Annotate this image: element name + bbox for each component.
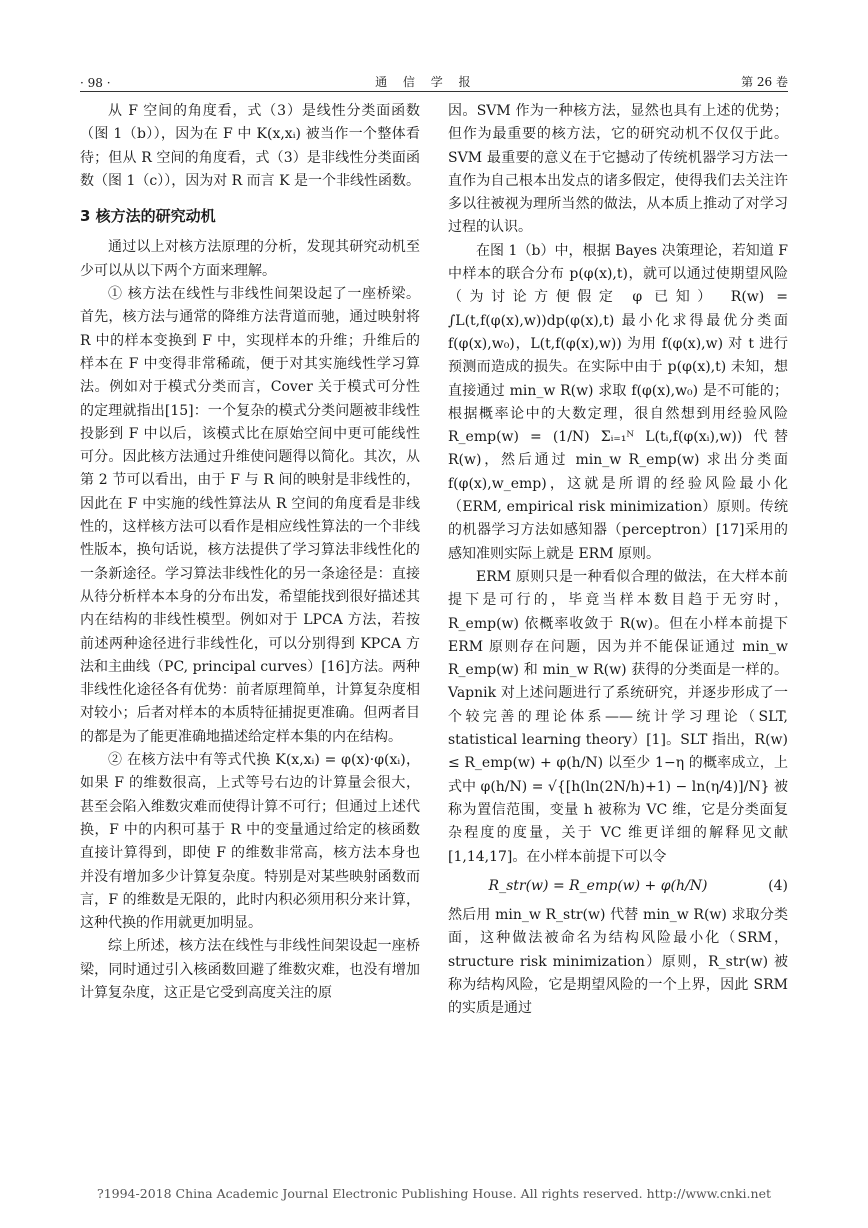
page-number: · 98 · <box>80 76 111 90</box>
right-paragraph-1: 因。SVM 作为一种核方法，显然也具有上述的优势；但作为最重要的核方法，它的研究动机不仅仅于此。SVM 最重要的意义在于它撼动了传统机器学习方法一直作为自己根本出发点的诸多假定，使得我们去关注许多以往被视为理所当然的做法，从本质上推动了对学习过程的认识。 <box>448 103 788 236</box>
right-column <box>448 100 788 1021</box>
left-column <box>80 100 420 1005</box>
volume-label: 第 26 卷 <box>741 75 788 89</box>
journal-title: 通 信 学 报 <box>375 75 477 89</box>
equation-body: R_str(w) = R_emp(w) + φ(h/N) <box>488 877 708 894</box>
section-heading: 3 核方法的研究动机 <box>80 207 216 226</box>
header-rule <box>80 91 788 92</box>
running-header <box>80 70 788 90</box>
equation-number: (4) <box>768 877 788 894</box>
left-paragraph-1: 从 F 空间的角度看，式（3）是线性分类面函数（图 1（b）），因为在 F 中 K(x,xᵢ) 被当作一个整体看待；但从 R 空间的角度看，式（3）是非线性分类面函数（图 1（c）），因为对 R 而言 K 是一个非线性函数。 <box>80 103 420 189</box>
left-paragraph-5: 综上所述，核方法在线性与非线性间架设起一座桥梁，同时通过引入核函数回避了维数灾难，也没有增加计算复杂度，这正是它受到高度关注的原 <box>80 938 420 1001</box>
copyright-footer: ?1994-2018 China Academic Journal Electronic Publishing House. All rights reserved. http://www.cnki.net <box>97 1186 771 1201</box>
left-paragraph-2: 通过以上对核方法原理的分析，发现其研究动机至少可以从以下两个方面来理解。 <box>80 239 420 279</box>
right-paragraph-2: 在图 1（b）中，根据 Bayes 决策理论，若知道 F 中样本的联合分布 p(φ(x),t)，就可以通过使期望风险（为讨论方便假定 φ 已知） R(w) = ∫L(t,f(φ(x),w))dp(φ(x),t) 最小化求得最优分类面 f(φ(x),w₀)，L(t,f(φ(x),w)) 为用 f(φ(x),w) 对 t 进行预测而造成的损失。在实际中由于 p(φ(x),t) 未知，想直接通过 min_w R(w) 求取 f(φ(x),w₀) 是不可能的；根据概率论中的大数定理，很自然想到用经验风险 R_emp(w) = (1/N) Σᵢ₌₁ᴺ L(tᵢ,f(φ(xᵢ),w)) 代替 R(w)，然后通过 min_w R_emp(w) 求出分类面 f(φ(x),w_emp)，这就是所谓的经验风险最小化（ERM, empirical risk minimization）原则。传统的机器学习方法如感知器（perceptron）[17]采用的感知准则实际上就是 ERM 原则。 <box>448 242 788 562</box>
left-paragraph-4: ② 在核方法中有等式代换 K(x,xᵢ) = φ(x)·φ(xᵢ)，如果 F 的维数很高，上式等号右边的计算量会很大，甚至会陷入维数灾难而使得计算不可行；但通过上述代换，F 中的内积可基于 R 中的变量通过给定的核函数直接计算得到，即使 F 的维数非常高，核方法本身也并没有增加多少计算复杂度。特别是对某些映射函数而言，F 的维数是无限的，此时内积必须用积分来计算，这种代换的作用就更加明显。 <box>80 752 420 932</box>
left-paragraph-3: ① 核方法在线性与非线性间架设起了一座桥梁。首先，核方法与通常的降维方法背道而驰，通过映射将 R 中的样本变换到 F 中，实现样本的升维；升维后的样本在 F 中变得非常稀疏，便于对其实施线性学习算法。例如对于模式分类而言，Cover 关于模式可分性的定理就指出[15]：一个复杂的模式分类问题被非线性投影到 F 中以后，该模式比在原始空间中更可能线性可分。因此核方法通过升维使问题得以简化。其次，从第 2 节可以看出，由于 F 与 R 间的映射是非线性的，因此在 F 中实施的线性算法从 R 空间的角度看是非线性的，这样核方法可以看作是相应线性算法的一个非线性版本，换句话说，核方法提供了学习算法非线性化的一条新途径。学习算法非线性化的另一条途径是：直接从待分析样本本身的分布出发，希望能找到很好描述其内在结构的非线性模型。例如对于 LPCA 方法，若按前述两种途径进行非线性化，可以分别得到 KPCA 方法和主曲线（PC, principal curves）[16]方法。两种非线性化途径各有优势：前者原理简单，计算复杂度相对较小；后者对样本的本质特征捕捉更准确。但两者目的都是为了能更准确地描述给定样本集的内在结构。 <box>80 286 420 745</box>
right-paragraph-4: 然后用 min_w R_str(w) 代替 min_w R(w) 求取分类面，这种做法被命名为结构风险最小化（SRM，structure risk minimization）原则，R_str(w) 被称为结构风险，它是期望风险的一个上界，因此 SRM 的实质是通过 <box>448 907 788 1017</box>
equation-4 <box>448 875 788 898</box>
right-paragraph-3: ERM 原则只是一种看似合理的做法，在大样本前提下是可行的，毕竟当样本数目趋于无穷时，R_emp(w) 依概率收敛于 R(w)。但在小样本前提下 ERM 原则存在问题，因为并不能保证通过 min_w R_emp(w) 和 min_w R(w) 获得的分类面是一样的。Vapnik 对上述问题进行了系统研究，并逐步形成了一个较完善的理论体系——统计学习理论（SLT, statistical learning theory）[1]。SLT 指出，R(w) ≤ R_emp(w) + φ(h/N) 以至少 1−η 的概率成立，上式中 φ(h/N) = √{[h(ln(2N/h)+1) − ln(η/4)]/N} 被称为置信范围，变量 h 被称为 VC 维，它是分类面复杂程度的度量，关于 VC 维更详细的解释见文献[1,14,17]。在小样本前提下可以令 <box>448 568 788 865</box>
